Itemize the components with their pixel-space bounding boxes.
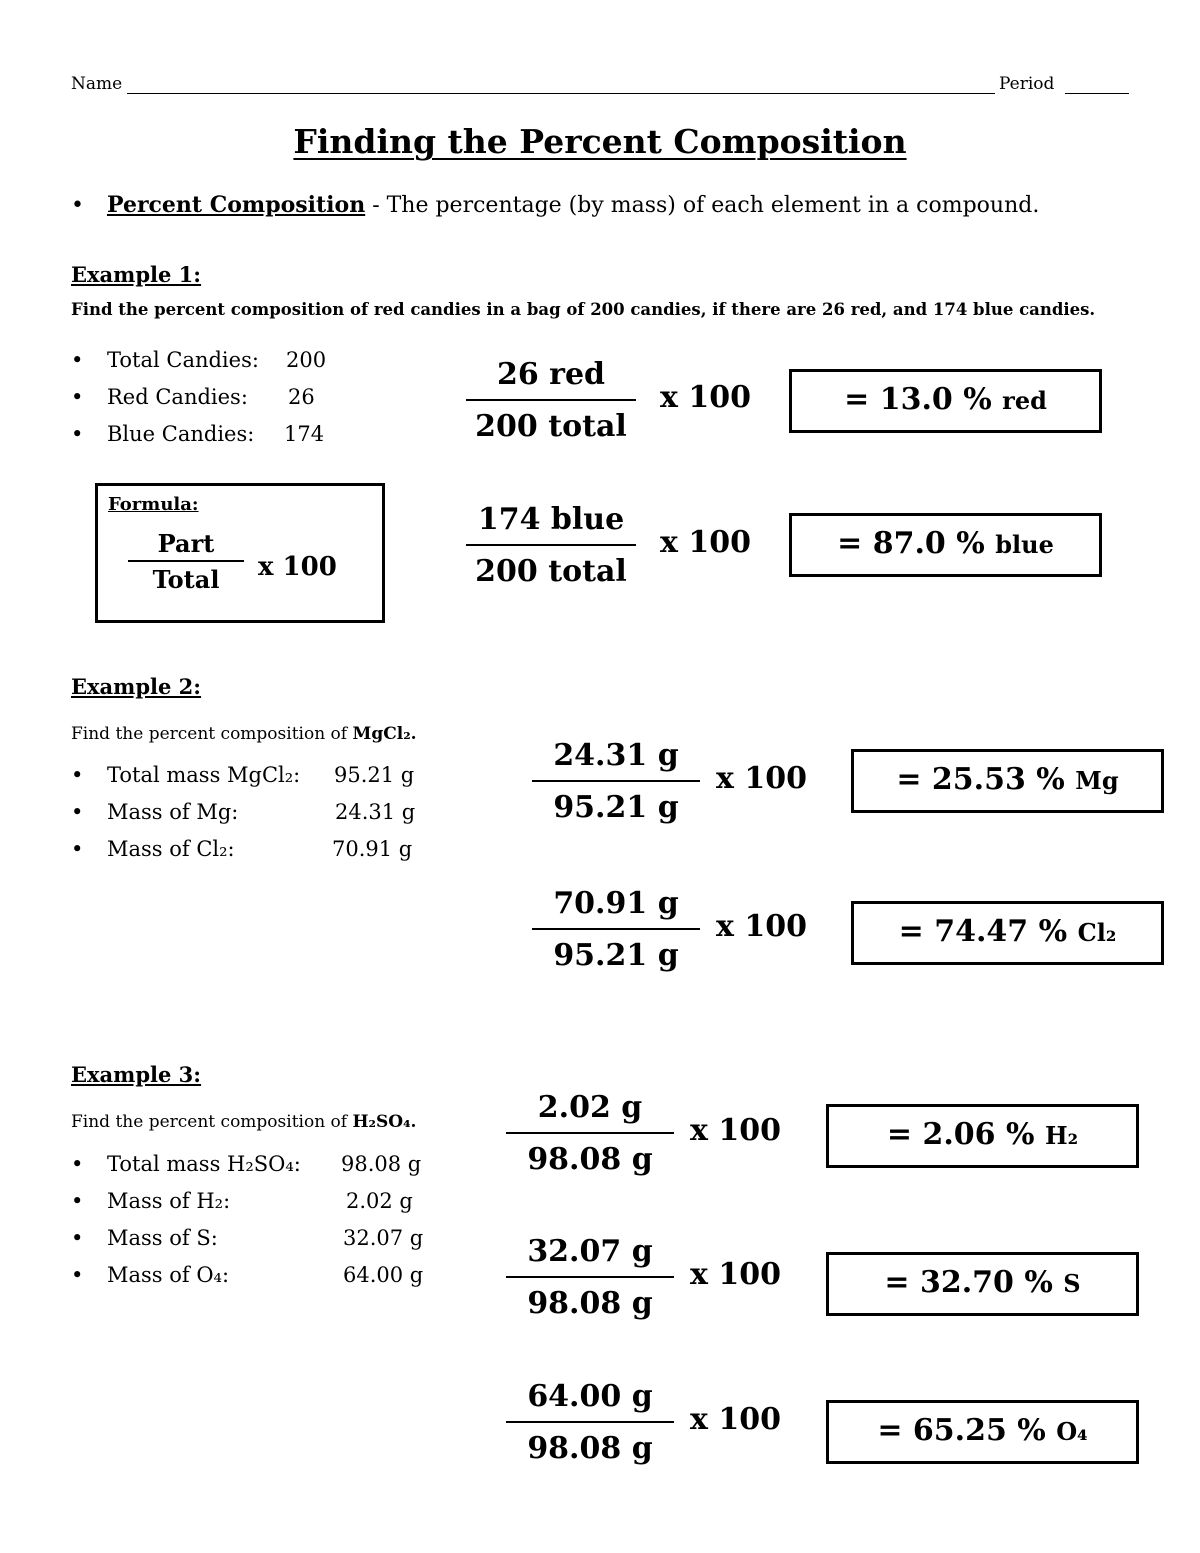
answer-unit: S — [1063, 1269, 1081, 1298]
times-100: x 100 — [690, 1402, 781, 1437]
fraction-bar — [506, 1421, 674, 1423]
period-field[interactable] — [1065, 93, 1129, 94]
numerator: 70.91 g — [553, 886, 679, 921]
answer-unit: Cl₂ — [1077, 918, 1117, 947]
example-2-prompt — [71, 724, 417, 744]
definition — [71, 192, 1039, 218]
list-item: • Total mass H₂SO₄: 98.08 g — [71, 1152, 422, 1176]
numerator: 24.31 g — [553, 738, 679, 773]
list-item: • Total Candies: 200 — [71, 348, 327, 372]
list-item: • Mass of Cl₂: 70.91 g — [71, 837, 413, 861]
denominator: 98.08 g — [527, 1286, 653, 1321]
answer-box — [789, 369, 1102, 433]
list-item: • Mass of S: 32.07 g — [71, 1226, 424, 1250]
answer-value: = 87.0 % — [837, 526, 985, 561]
answer-box — [851, 749, 1164, 813]
fraction — [466, 355, 636, 447]
fraction — [506, 1088, 674, 1180]
answer-value: = 74.47 % — [898, 914, 1068, 949]
prompt-text: Find the percent composition of — [71, 724, 353, 744]
formula-fraction — [128, 530, 244, 594]
times-100: x 100 — [716, 761, 807, 796]
compound-formula: MgCl₂. — [352, 724, 417, 744]
page-title: Finding the Percent Composition — [293, 122, 907, 161]
bullet: • — [71, 193, 84, 218]
list-item: • Mass of Mg: 24.31 g — [71, 800, 416, 824]
answer-unit: O₄ — [1056, 1417, 1088, 1446]
formula-label: Formula: — [108, 494, 199, 515]
answer-unit: blue — [995, 530, 1054, 559]
example-2-heading: Example 2: — [71, 674, 202, 699]
times-100: x 100 — [660, 525, 751, 560]
denominator: 95.21 g — [553, 790, 679, 825]
answer-unit: H₂ — [1044, 1121, 1079, 1150]
fraction — [506, 1232, 674, 1324]
definition-term: Percent Composition — [107, 192, 366, 218]
answer-unit: red — [1002, 386, 1047, 415]
denominator: 98.08 g — [527, 1142, 653, 1177]
formula-times: x 100 — [258, 552, 337, 582]
example-3-prompt — [71, 1112, 416, 1132]
list-item: • Mass of H₂: 2.02 g — [71, 1189, 413, 1213]
denominator: 95.21 g — [553, 938, 679, 973]
fraction — [466, 500, 636, 592]
answer-value: = 65.25 % — [877, 1413, 1046, 1448]
example-3-heading: Example 3: — [71, 1062, 202, 1087]
numerator: 2.02 g — [537, 1090, 643, 1125]
numerator: 174 blue — [477, 502, 625, 537]
name-label: Name — [71, 74, 123, 94]
definition-text: - The percentage (by mass) of each element in a compound. — [365, 193, 1040, 218]
list-item: • Red Candies: 26 — [71, 385, 315, 409]
list-item: • Blue Candies: 174 — [71, 422, 325, 446]
numerator: 64.00 g — [527, 1379, 653, 1414]
times-100: x 100 — [716, 909, 807, 944]
fraction-bar — [532, 928, 700, 930]
answer-box — [851, 901, 1164, 965]
denominator: 200 total — [475, 554, 627, 589]
formula-numerator: Part — [157, 529, 215, 558]
formula-denominator: Total — [152, 565, 220, 594]
denominator: 98.08 g — [527, 1431, 653, 1466]
times-100: x 100 — [660, 380, 751, 415]
answer-box — [826, 1252, 1139, 1316]
name-period-row — [71, 72, 1131, 96]
period-label: Period — [999, 74, 1055, 94]
list-item: • Total mass MgCl₂: 95.21 g — [71, 763, 415, 787]
list-item: • Mass of O₄: 64.00 g — [71, 1263, 424, 1287]
fraction-bar — [466, 399, 636, 401]
answer-box — [789, 513, 1102, 577]
compound-formula: H₂SO₄. — [352, 1112, 417, 1132]
answer-value: = 25.53 % — [896, 762, 1065, 797]
fraction — [532, 884, 700, 976]
prompt-text: Find the percent composition of — [71, 1112, 353, 1132]
example-3-givens — [71, 1152, 471, 1300]
fraction-bar — [506, 1276, 674, 1278]
example-1-heading: Example 1: — [71, 262, 202, 287]
example-1-prompt: Find the percent composition of red candies in a bag of 200 candies, if there are 26 red, and 174 blue candies. — [71, 300, 1096, 319]
denominator: 200 total — [475, 409, 627, 444]
name-field[interactable] — [127, 93, 995, 94]
formula-box — [95, 483, 385, 623]
answer-value: = 2.06 % — [886, 1117, 1035, 1152]
answer-value: = 13.0 % — [844, 382, 992, 417]
fraction — [532, 736, 700, 828]
times-100: x 100 — [690, 1257, 781, 1292]
times-100: x 100 — [690, 1113, 781, 1148]
example-2-givens — [71, 763, 471, 874]
example-1-givens — [71, 348, 451, 459]
fraction-bar — [466, 544, 636, 546]
fraction — [506, 1377, 674, 1469]
fraction-bar — [532, 780, 700, 782]
numerator: 32.07 g — [527, 1234, 653, 1269]
answer-value: = 32.70 % — [884, 1265, 1053, 1300]
fraction-bar — [128, 560, 244, 562]
answer-box — [826, 1400, 1139, 1464]
fraction-bar — [506, 1132, 674, 1134]
answer-unit: Mg — [1075, 766, 1119, 795]
numerator: 26 red — [496, 357, 606, 392]
answer-box — [826, 1104, 1139, 1168]
